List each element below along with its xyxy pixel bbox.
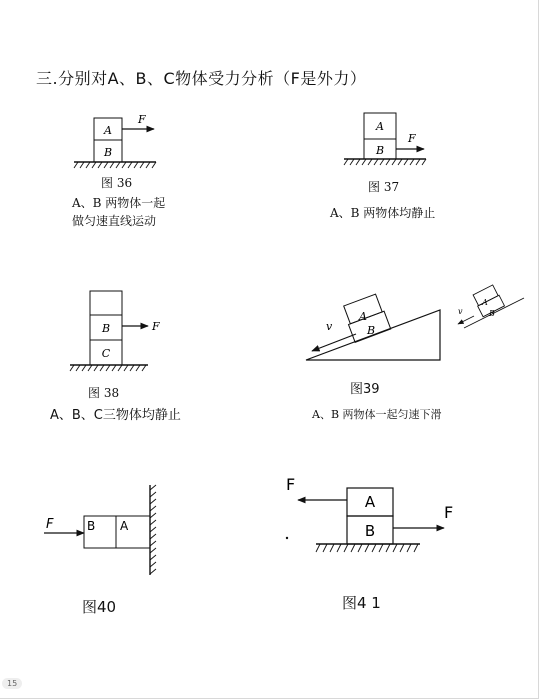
force-left-label: F [286, 475, 296, 494]
figure-36-desc-line2: 做匀速直线运动 [72, 214, 157, 228]
block-b-label: B [375, 144, 385, 157]
force-label: F [138, 113, 146, 126]
ground-hatch [316, 544, 418, 552]
inset-velocity-arrow [458, 316, 474, 324]
figure-38-caption: 图 38 [88, 386, 120, 400]
force-right-label: F [444, 503, 454, 522]
figure-40-diagram [40, 480, 170, 580]
page-number-badge: 15 [2, 678, 22, 689]
figure-37-desc: A、B 两物体均静止 [330, 206, 436, 220]
inset-velocity-label: v [458, 307, 463, 316]
stray-mark [286, 537, 288, 539]
figure-36-caption: 图 36 [101, 176, 133, 190]
figure-39-caption: 图39 [350, 382, 380, 397]
figure-38-diagram [66, 286, 176, 376]
block-b-label: B [103, 146, 113, 159]
page-title: 三.分别对A、B、C物体受力分析（F是外力） [36, 69, 367, 88]
figure-41-caption: 图4 1 [342, 594, 381, 612]
figure-36-desc-line1: A、B 两物体一起 [72, 196, 166, 210]
block-c-label: C [101, 347, 111, 360]
figure-41-diagram [280, 470, 470, 560]
inset-block-a-label: A [482, 298, 488, 307]
ground-hatch [70, 365, 146, 371]
block-b-label: B [101, 322, 111, 335]
block-a-label: A [104, 124, 112, 137]
block-top [90, 291, 122, 315]
figure-40-caption: 图40 [82, 598, 117, 616]
wall-hatch [150, 485, 156, 574]
force-label: F [152, 320, 160, 333]
force-label: F [46, 517, 54, 532]
velocity-arrow [312, 334, 356, 351]
force-label: F [408, 132, 416, 145]
figure-38-desc: A、B、C三物体均静止 [50, 408, 181, 423]
figure-37-diagram [336, 108, 436, 170]
block-a-label: A [364, 493, 376, 511]
block-b-label: B [367, 324, 376, 337]
velocity-label: v [326, 320, 333, 333]
ground-hatch [74, 162, 156, 168]
block-a-label: A [120, 519, 129, 533]
inset-block-b-label: B [489, 309, 495, 318]
figure-36-diagram [68, 110, 168, 172]
block-a-label: A [376, 120, 384, 133]
figure-39-diagram [296, 280, 526, 370]
block-b-label: B [364, 522, 376, 540]
figure-39-desc: A、B 两物体一起匀速下滑 [312, 408, 442, 421]
block-b-label: B [87, 519, 96, 533]
ground-hatch [344, 159, 426, 165]
figure-37-caption: 图 37 [368, 180, 400, 194]
block-a-label: A [359, 310, 367, 323]
